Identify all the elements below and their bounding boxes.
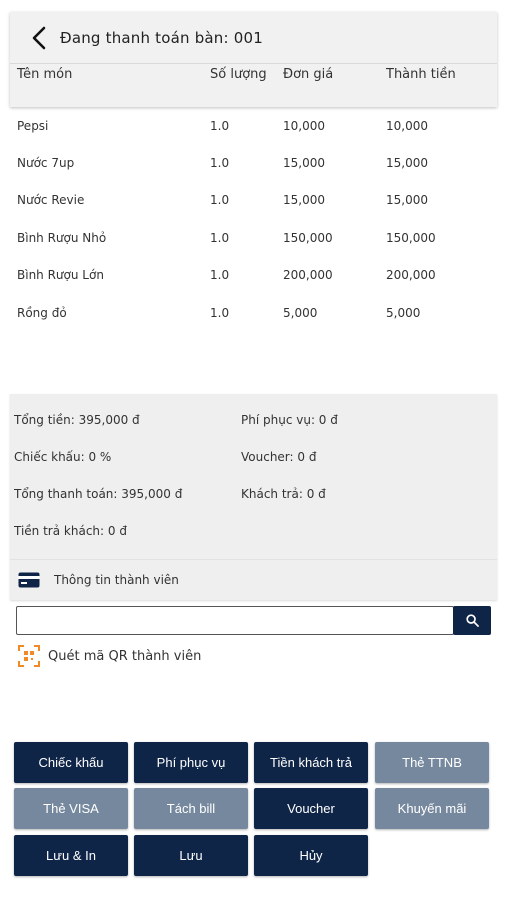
ttnb-card-button[interactable]: Thẻ TTNB	[375, 742, 489, 783]
item-total: 5,000	[386, 306, 421, 320]
item-name: Bình Rượu Lớn	[17, 268, 104, 282]
table-row	[0, 268, 506, 305]
column-header-total: Thành tiền	[386, 67, 456, 82]
table-row	[0, 306, 506, 343]
column-header-name: Tên món	[17, 67, 73, 82]
item-quantity: 1.0	[210, 193, 230, 207]
table-row	[0, 156, 506, 193]
summary-change: Tiền trả khách: 0 đ	[14, 524, 127, 538]
item-name: Bình Rượu Nhỏ	[17, 231, 107, 245]
split-bill-button[interactable]: Tách bill	[134, 788, 248, 829]
scan-qr-row[interactable]	[18, 644, 201, 668]
item-unit-price: 10,000	[283, 119, 325, 133]
item-unit-price: 15,000	[283, 156, 325, 170]
item-unit-price: 200,000	[283, 268, 333, 282]
payment-summary	[10, 394, 497, 600]
member-info-label: Thông tin thành viên	[54, 573, 179, 587]
item-name: Rồng đỏ	[17, 306, 67, 320]
item-name: Pepsi	[17, 119, 49, 133]
item-quantity: 1.0	[210, 306, 230, 320]
summary-customer-paid: Khách trả: 0 đ	[241, 487, 326, 501]
member-search-input[interactable]	[16, 606, 454, 635]
summary-voucher: Voucher: 0 đ	[241, 450, 317, 464]
summary-total: Tổng tiền: 395,000 đ	[14, 413, 140, 427]
item-total: 150,000	[386, 231, 436, 245]
summary-service-fee: Phí phục vụ: 0 đ	[241, 413, 338, 427]
service-fee-button[interactable]: Phí phục vụ	[134, 742, 248, 783]
member-search	[16, 606, 491, 635]
table-row	[0, 231, 506, 268]
search-icon	[466, 614, 479, 627]
summary-discount: Chiếc khấu: 0 %	[14, 450, 112, 464]
customer-paid-button[interactable]: Tiền khách trả	[254, 742, 368, 783]
table-row	[0, 193, 506, 230]
visa-card-button[interactable]: Thẻ VISA	[14, 788, 128, 829]
scan-qr-label: Quét mã QR thành viên	[48, 648, 202, 664]
cancel-button[interactable]: Hủy	[254, 835, 368, 876]
chevron-left-icon	[31, 26, 47, 50]
save-print-button[interactable]: Lưu & In	[14, 835, 128, 876]
item-quantity: 1.0	[210, 231, 230, 245]
promotion-button[interactable]: Khuyến mãi	[375, 788, 489, 829]
item-quantity: 1.0	[210, 156, 230, 170]
save-button[interactable]: Lưu	[134, 835, 248, 876]
item-unit-price: 5,000	[283, 306, 318, 320]
table-row	[0, 119, 506, 156]
back-button[interactable]	[20, 12, 58, 64]
summary-grand-total: Tổng thanh toán: 395,000 đ	[14, 487, 183, 501]
item-total: 15,000	[386, 193, 428, 207]
member-info-row[interactable]	[10, 559, 497, 600]
item-name: Nước 7up	[17, 156, 75, 170]
item-total: 15,000	[386, 156, 428, 170]
item-quantity: 1.0	[210, 268, 230, 282]
page-title: Đang thanh toán bàn: 001	[60, 28, 263, 47]
column-header-quantity: Số lượng	[210, 67, 267, 82]
item-unit-price: 150,000	[283, 231, 333, 245]
qr-scan-icon	[18, 645, 40, 667]
discount-button[interactable]: Chiếc khấu	[14, 742, 128, 783]
credit-card-icon	[18, 572, 40, 588]
search-button[interactable]	[453, 606, 491, 635]
bill-header	[10, 12, 497, 107]
item-total: 10,000	[386, 119, 428, 133]
title-bar	[10, 12, 497, 64]
item-name: Nước Revie	[17, 193, 85, 207]
item-unit-price: 15,000	[283, 193, 325, 207]
item-quantity: 1.0	[210, 119, 230, 133]
voucher-button[interactable]: Voucher	[254, 788, 368, 829]
column-header-unit-price: Đơn giá	[283, 67, 334, 82]
item-total: 200,000	[386, 268, 436, 282]
